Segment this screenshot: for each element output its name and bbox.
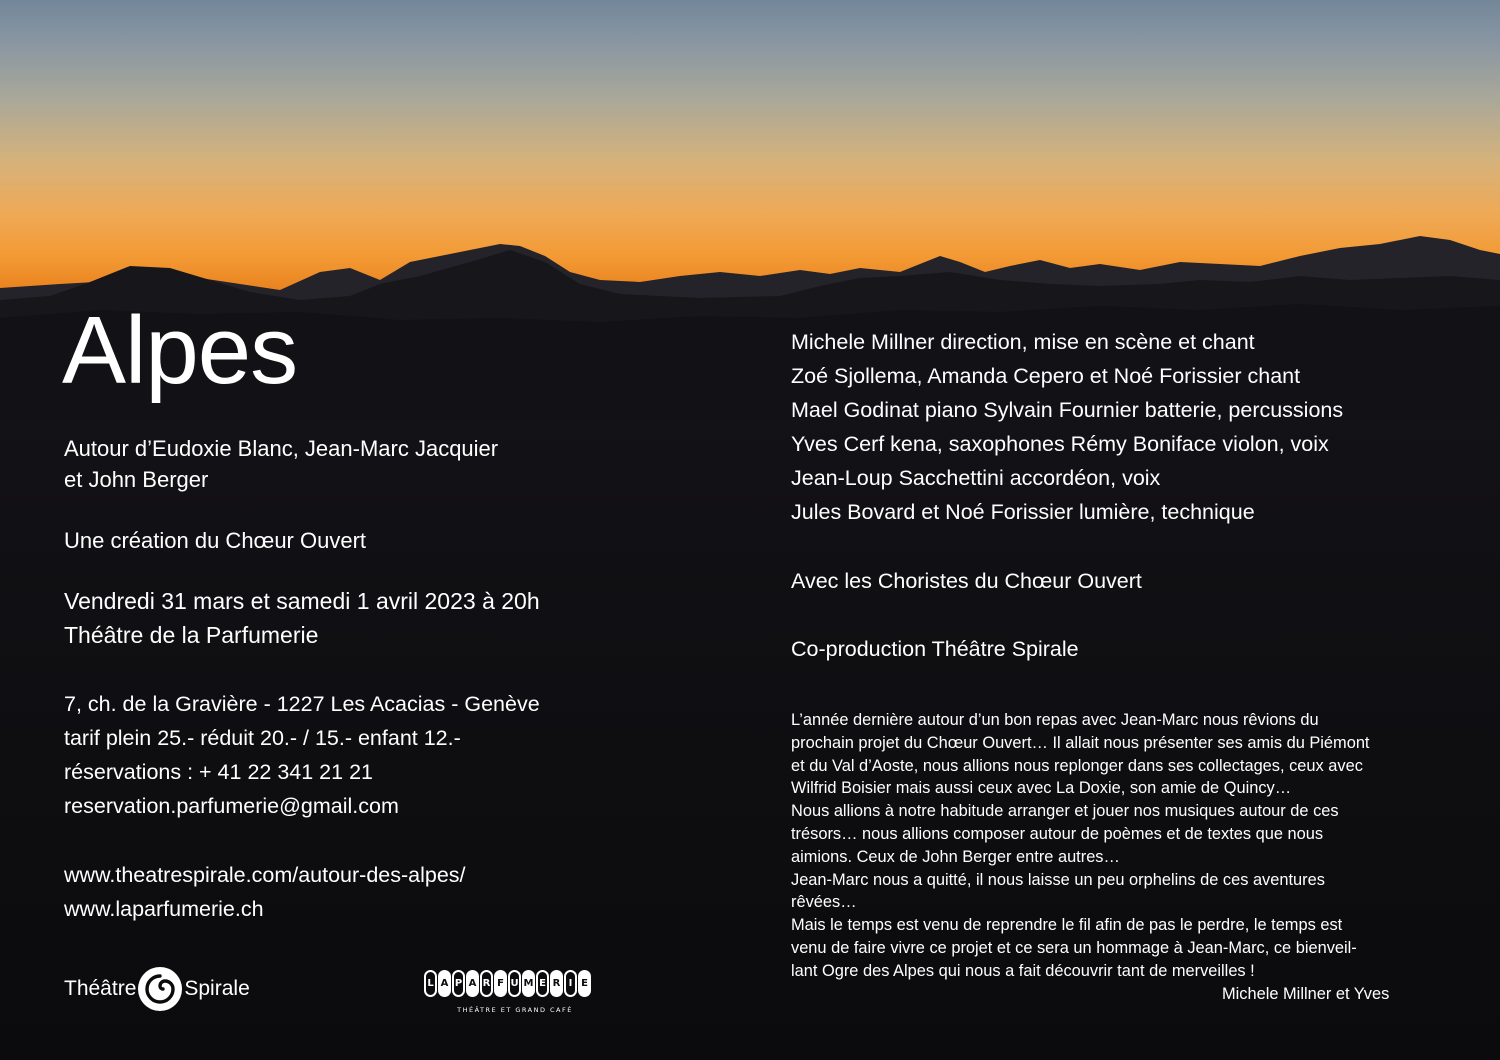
text-line: Wilfrid Boisier mais aussi ceux avec La Doxie, son amie de Quincy… <box>791 779 1292 798</box>
logo-letter: E <box>578 970 591 997</box>
logo-letter: P <box>452 970 465 997</box>
logo-text-left: Théâtre <box>64 977 137 1000</box>
text-line: et du Val d’Aoste, nous allions nous replonger dans ses collectages, ceux avec <box>791 756 1363 775</box>
text-line: aimions. Ceux de John Berger entre autres… <box>791 847 1120 866</box>
venue-address: 7, ch. de la Gravière - 1227 Les Acacias - Genève <box>64 692 540 716</box>
credit-line: Michele Millner direction, mise en scène et chant <box>791 330 1255 354</box>
text-line: rêvées… <box>791 893 857 912</box>
ticket-prices: tarif plein 25.- réduit 20.- / 15.- enfant 12.- <box>64 726 461 750</box>
logo-letter: U <box>508 970 521 997</box>
text-line: lant Ogre des Alpes qui nous a fait découvrir tant de merveilles ! <box>791 961 1255 980</box>
coproduction-line: Co-production Théâtre Spirale <box>791 637 1079 661</box>
reservation-email[interactable]: reservation.parfumerie@gmail.com <box>64 794 399 818</box>
reservation-phone[interactable]: réservations : + 41 22 341 21 21 <box>64 760 373 784</box>
signature: Michele Millner et Yves <box>1222 985 1390 1003</box>
practical-info <box>64 687 540 823</box>
link-parfumerie[interactable]: www.laparfumerie.ch <box>64 897 264 921</box>
logo-letter: A <box>438 970 451 997</box>
text-line: L’année dernière autour d’un bon repas avec Jean-Marc nous rêvions du <box>791 711 1319 729</box>
link-theatre-spirale[interactable]: www.theatrespirale.com/autour-des-alpes/ <box>64 863 466 887</box>
logo-letter: F <box>494 970 507 997</box>
credit-line: Yves Cerf kena, saxophones Rémy Boniface violon, voix <box>791 432 1329 456</box>
event-subtitle <box>64 433 498 495</box>
logo-letter: M <box>522 970 535 997</box>
text-line: venu de faire vivre ce projet et ce sera un hommage à Jean-Marc, ce bienveil- <box>791 938 1357 957</box>
la-parfumerie-logo <box>424 970 606 1014</box>
text-line: prochain projet du Chœur Ouvert… Il allait nous présenter ses amis du Piémont <box>791 733 1370 752</box>
logo-letter: E <box>536 970 549 997</box>
logo-subtitle: THÉÂTRE ET GRAND CAFÉ <box>457 1006 573 1014</box>
choristes-line: Avec les Choristes du Chœur Ouvert <box>791 569 1142 593</box>
credit-line: Jules Bovard et Noé Forissier lumière, technique <box>791 500 1255 524</box>
creation-line: Une création du Chœur Ouvert <box>64 528 367 553</box>
logo-text-right: Spirale <box>184 977 250 1000</box>
credit-line: Jean-Loup Sacchettini accordéon, voix <box>791 466 1161 490</box>
event-venue: Théâtre de la Parfumerie <box>64 622 319 648</box>
theatre-spirale-logo <box>64 964 250 1014</box>
intro-text <box>791 709 1370 983</box>
event-schedule <box>64 584 540 652</box>
website-links <box>64 858 466 926</box>
text-line: Mais le temps est venu de reprendre le fil afin de pas le perdre, le temps est <box>791 916 1343 935</box>
event-title: Alpes <box>62 297 298 404</box>
logo-letter: L <box>424 970 437 997</box>
spiral-icon <box>137 966 183 1012</box>
text-line: Jean-Marc nous a quitté, il nous laisse un peu orphelins de ces aventures <box>791 870 1325 889</box>
credits-list <box>791 325 1343 529</box>
subtitle-line: et John Berger <box>64 467 209 492</box>
event-dates: Vendredi 31 mars et samedi 1 avril 2023 à 20h <box>64 588 540 614</box>
logo-letter: A <box>466 970 479 997</box>
text-line: Nous allions à notre habitude arranger et jouer nos musiques autour de ces <box>791 802 1339 821</box>
parfumerie-letters <box>424 970 606 997</box>
logo-letter: I <box>564 970 577 997</box>
credit-line: Zoé Sjollema, Amanda Cepero et Noé Forissier chant <box>791 364 1301 388</box>
logo-letter: R <box>480 970 493 997</box>
text-line: trésors… nous allions composer autour de poèmes et de textes que nous <box>791 824 1324 843</box>
credit-line: Mael Godinat piano Sylvain Fournier batterie, percussions <box>791 398 1344 422</box>
subtitle-line: Autour d’Eudoxie Blanc, Jean-Marc Jacquier <box>64 436 499 461</box>
logo-letter: R <box>550 970 563 997</box>
